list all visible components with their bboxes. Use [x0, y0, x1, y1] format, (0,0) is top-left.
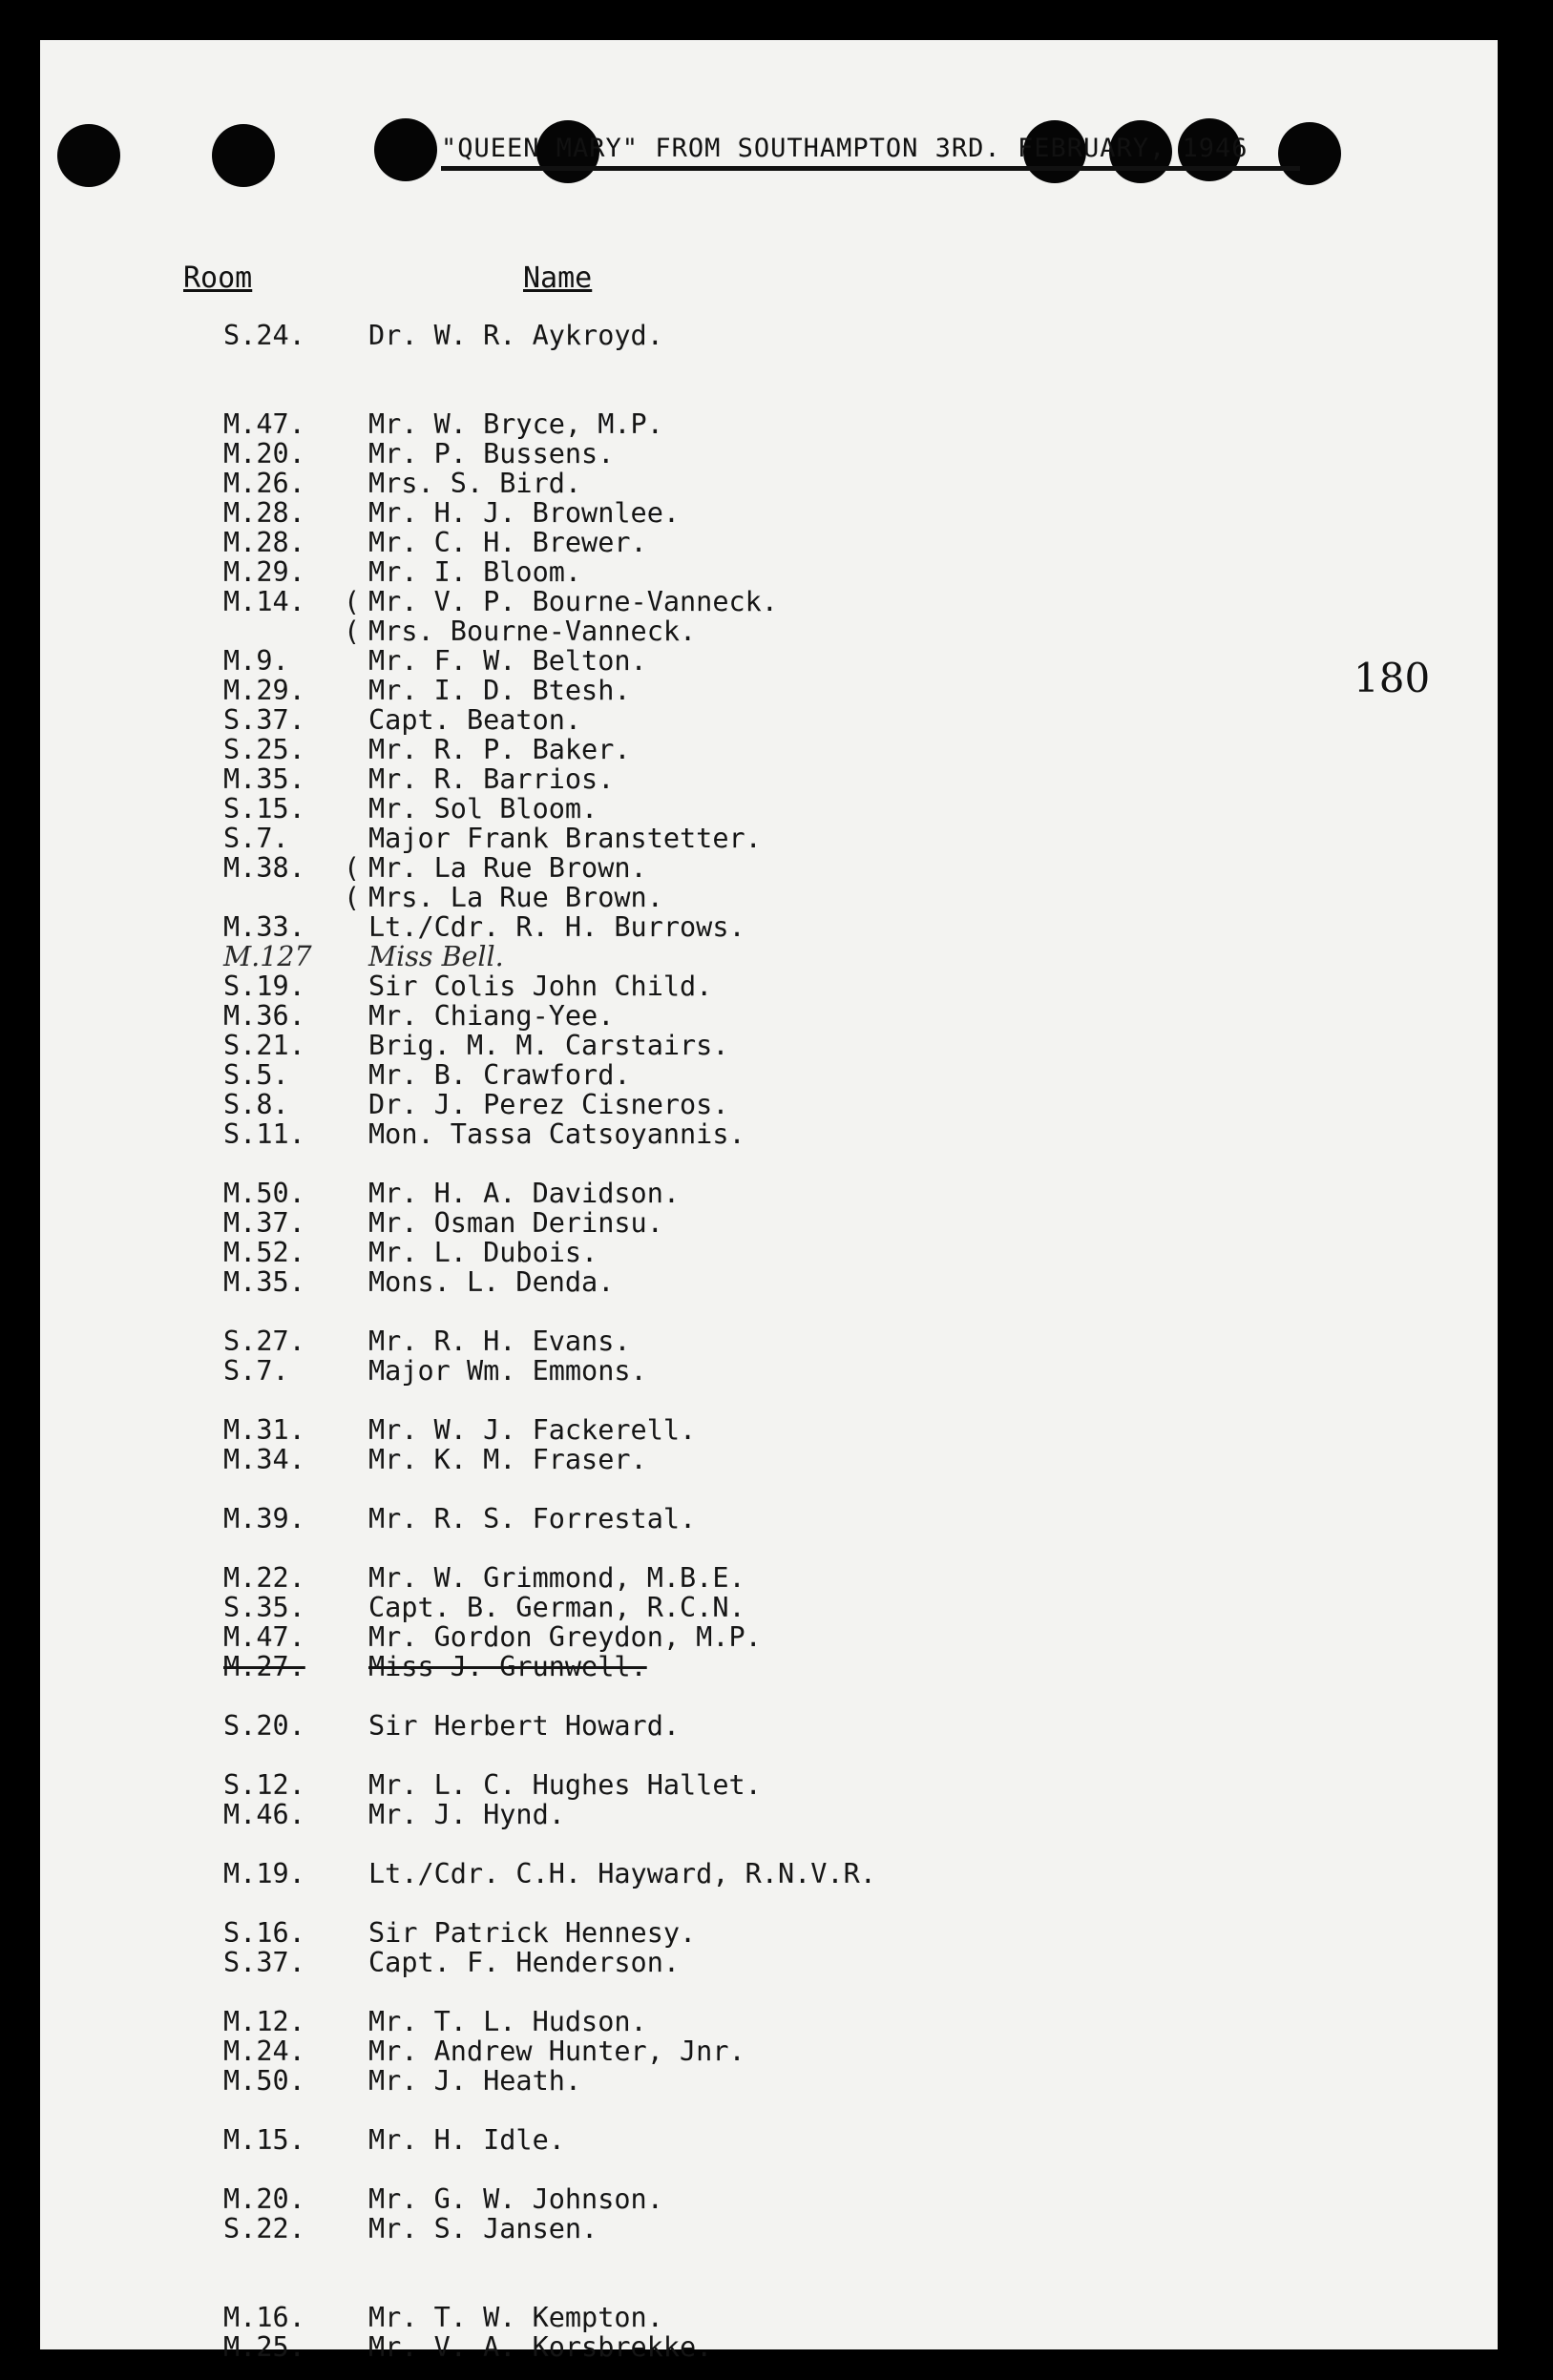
group-bracket: ( — [344, 882, 361, 913]
room-number: M.38. — [223, 852, 305, 884]
passenger-name: Mr. V. A. Korsbrekke. — [368, 2331, 713, 2363]
room-number: S.35. — [223, 1592, 305, 1623]
passenger-name: Mr. W. J. Fackerell. — [368, 1414, 697, 1446]
room-number: M.31. — [223, 1414, 305, 1446]
room-number: M.35. — [223, 1266, 305, 1298]
group-bracket: ( — [344, 586, 361, 617]
passenger-name: Mr. W. Bryce, M.P. — [368, 408, 663, 440]
passenger-name: Mr. H. A. Davidson. — [368, 1178, 681, 1209]
passenger-name: Mr. R. Barrios. — [368, 763, 615, 795]
room-number: M.25. — [223, 2331, 305, 2363]
room-number: S.8. — [223, 1089, 289, 1120]
room-number: S.22. — [223, 2213, 305, 2244]
passenger-name: Mr. I. Bloom. — [368, 556, 582, 588]
room-number: S.24. — [223, 320, 305, 351]
passenger-name: Sir Patrick Hennesy. — [368, 1917, 697, 1949]
punch-hole — [374, 118, 437, 181]
punch-hole — [57, 124, 120, 187]
passenger-name: Mr. J. Hynd. — [368, 1799, 565, 1830]
passenger-name: Mrs. Bourne-Vanneck. — [368, 616, 697, 647]
passenger-name: Sir Herbert Howard. — [368, 1710, 681, 1742]
room-number: M.36. — [223, 1000, 305, 1032]
room-number: M.37. — [223, 1207, 305, 1239]
room-number: M.33. — [223, 911, 305, 943]
name-column-header: Name — [523, 261, 593, 295]
room-number: S.25. — [223, 734, 305, 765]
passenger-name: Mr. C. H. Brewer. — [368, 527, 647, 558]
room-number: S.27. — [223, 1326, 305, 1357]
room-number: M.34. — [223, 1444, 305, 1475]
room-number: S.21. — [223, 1030, 305, 1061]
room-number: M.29. — [223, 556, 305, 588]
room-number: S.11. — [223, 1118, 305, 1150]
room-number: M.47. — [223, 1621, 305, 1653]
passenger-name: Lt./Cdr. R. H. Burrows. — [368, 911, 745, 943]
room-number: M.52. — [223, 1237, 305, 1268]
room-number: M.20. — [223, 438, 305, 470]
room-number: M.14. — [223, 586, 305, 617]
room-number: M.9. — [223, 645, 289, 677]
room-number: M.16. — [223, 2302, 305, 2333]
passenger-name: Mr. R. S. Forrestal. — [368, 1503, 697, 1534]
passenger-name: Mr. Sol Bloom. — [368, 793, 598, 825]
passenger-name: Mons. L. Denda. — [368, 1266, 615, 1298]
room-number: S.7. — [223, 823, 289, 854]
passenger-name: Capt. B. German, R.C.N. — [368, 1592, 745, 1623]
passenger-name: Mr. Chiang-Yee. — [368, 1000, 615, 1032]
passenger-name: Mr. V. P. Bourne-Vanneck. — [368, 586, 778, 617]
room-number: M.22. — [223, 1562, 305, 1594]
passenger-name: Mr. G. W. Johnson. — [368, 2183, 663, 2215]
passenger-name: Mr. B. Crawford. — [368, 1059, 631, 1091]
passenger-name: Mr. K. M. Fraser. — [368, 1444, 647, 1475]
passenger-name: Mrs. La Rue Brown. — [368, 882, 663, 913]
passenger-name: Mr. H. Idle. — [368, 2124, 565, 2156]
passenger-name: Mr. Gordon Greydon, M.P. — [368, 1621, 762, 1653]
room-number: M.19. — [223, 1858, 305, 1889]
group-bracket: ( — [344, 616, 361, 647]
room-number: M.127 — [223, 941, 312, 972]
room-number: M.50. — [223, 1178, 305, 1209]
passenger-name: Dr. W. R. Aykroyd. — [368, 320, 663, 351]
passenger-name: Dr. J. Perez Cisneros. — [368, 1089, 729, 1120]
page-number: 180 — [1354, 655, 1431, 701]
passenger-name: Mr. Andrew Hunter, Jnr. — [368, 2036, 745, 2067]
passenger-name: Capt. F. Henderson. — [368, 1947, 681, 1978]
passenger-name: Major Wm. Emmons. — [368, 1355, 647, 1387]
room-number: S.15. — [223, 793, 305, 825]
passenger-name: Brig. M. M. Carstairs. — [368, 1030, 729, 1061]
passenger-name: Mr. F. W. Belton. — [368, 645, 647, 677]
passenger-name: Mr. P. Bussens. — [368, 438, 615, 470]
document-page — [40, 40, 1498, 2363]
room-number: S.7. — [223, 1355, 289, 1387]
room-number: M.47. — [223, 408, 305, 440]
room-number: S.12. — [223, 1769, 305, 1801]
document-title: "QUEEN MARY" FROM SOUTHAMPTON 3RD. FEBRUARY, 1946 — [441, 134, 1300, 171]
room-number: M.50. — [223, 2065, 305, 2097]
punch-hole — [212, 124, 275, 187]
passenger-name: Mr. J. Heath. — [368, 2065, 582, 2097]
passenger-name: Mr. R. P. Baker. — [368, 734, 631, 765]
room-number: M.39. — [223, 1503, 305, 1534]
room-number: M.35. — [223, 763, 305, 795]
passenger-name: Mon. Tassa Catsoyannis. — [368, 1118, 745, 1150]
passenger-name: Mrs. S. Bird. — [368, 468, 582, 499]
room-number: S.19. — [223, 971, 305, 1002]
passenger-name: Mr. La Rue Brown. — [368, 852, 647, 884]
group-bracket: ( — [344, 852, 361, 884]
passenger-name: Capt. Beaton. — [368, 704, 582, 736]
passenger-name: Mr. Osman Derinsu. — [368, 1207, 663, 1239]
passenger-name: Mr. I. D. Btesh. — [368, 675, 631, 706]
room-column-header: Room — [183, 261, 253, 295]
passenger-name: Mr. T. W. Kempton. — [368, 2302, 663, 2333]
passenger-name: Mr. L. C. Hughes Hallet. — [368, 1769, 762, 1801]
room-number: S.5. — [223, 1059, 289, 1091]
room-number: S.20. — [223, 1710, 305, 1742]
passenger-name: Miss Bell. — [368, 941, 504, 972]
passenger-name: Lt./Cdr. C.H. Hayward, R.N.V.R. — [368, 1858, 876, 1889]
room-number: S.37. — [223, 1947, 305, 1978]
passenger-name: Mr. T. L. Hudson. — [368, 2006, 647, 2037]
room-number: M.20. — [223, 2183, 305, 2215]
passenger-name: Sir Colis John Child. — [368, 971, 713, 1002]
passenger-name: Mr. H. J. Brownlee. — [368, 497, 681, 529]
passenger-name: Mr. R. H. Evans. — [368, 1326, 631, 1357]
room-number: M.15. — [223, 2124, 305, 2156]
room-number: M.27. — [223, 1651, 305, 1682]
room-number: M.29. — [223, 675, 305, 706]
passenger-name: Miss J. Grunwell. — [368, 1651, 647, 1682]
room-number: M.28. — [223, 497, 305, 529]
passenger-name: Mr. W. Grimmond, M.B.E. — [368, 1562, 745, 1594]
passenger-name: Major Frank Branstetter. — [368, 823, 762, 854]
passenger-name: Mr. L. Dubois. — [368, 1237, 598, 1268]
room-number: M.12. — [223, 2006, 305, 2037]
room-number: M.28. — [223, 527, 305, 558]
room-number: M.24. — [223, 2036, 305, 2067]
room-number: S.16. — [223, 1917, 305, 1949]
room-number: M.46. — [223, 1799, 305, 1830]
room-number: M.26. — [223, 468, 305, 499]
room-number: S.37. — [223, 704, 305, 736]
passenger-name: Mr. S. Jansen. — [368, 2213, 598, 2244]
